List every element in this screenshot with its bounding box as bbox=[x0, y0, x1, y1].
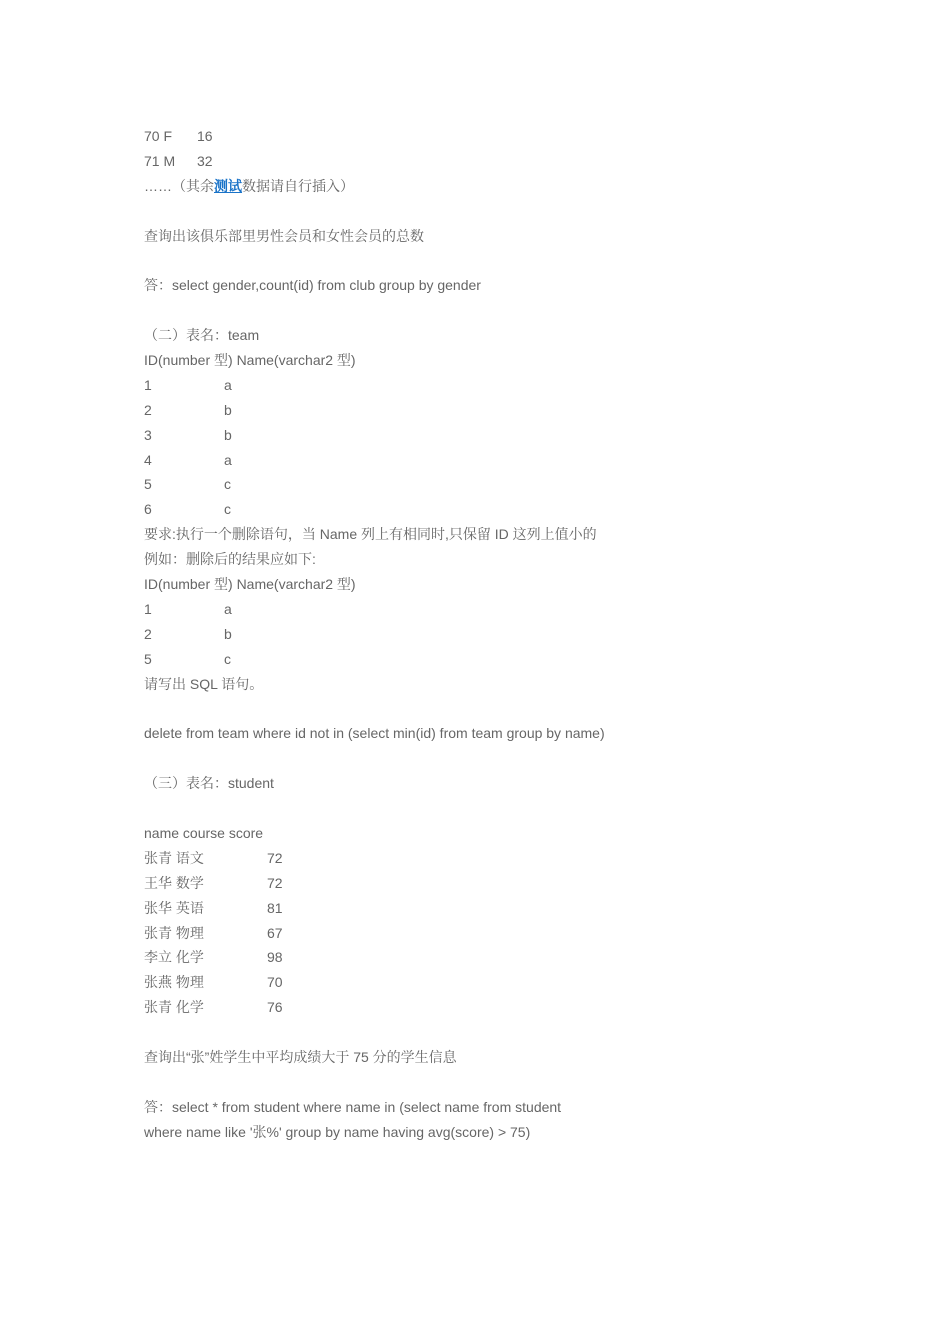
club-row bbox=[144, 124, 844, 149]
team-name: c bbox=[224, 650, 231, 667]
team-id: 1 bbox=[144, 600, 152, 617]
document-page bbox=[144, 124, 844, 1145]
student-question: 查询出“张”姓学生中平均成绩大于 75 分的学生信息 bbox=[144, 1048, 457, 1065]
team-id: 2 bbox=[144, 401, 152, 418]
club-answer: 答：select gender,count(id) from club group by gender bbox=[144, 277, 481, 294]
spacer bbox=[144, 1020, 844, 1045]
club-note-suffix: 数据请自行插入） bbox=[242, 177, 354, 194]
student-name-course: 张燕 物理 bbox=[144, 974, 204, 991]
student-score: 76 bbox=[267, 999, 283, 1016]
team-name: b bbox=[224, 625, 232, 642]
student-score: 98 bbox=[267, 949, 283, 966]
student-name-course: 张青 化学 bbox=[144, 999, 204, 1016]
student-row bbox=[144, 970, 844, 995]
student-name-course: 张青 语文 bbox=[144, 849, 204, 866]
student-header: name course score bbox=[144, 824, 264, 841]
student-score: 81 bbox=[267, 899, 283, 916]
student-name-course: 张青 物理 bbox=[144, 924, 204, 941]
student-score: 67 bbox=[267, 924, 283, 941]
team-id: 5 bbox=[144, 650, 152, 667]
spacer bbox=[144, 248, 844, 273]
team-name: c bbox=[224, 476, 231, 493]
team-row bbox=[144, 373, 844, 398]
spacer bbox=[144, 746, 844, 771]
student-name-course: 王华 数学 bbox=[144, 874, 204, 891]
club-row bbox=[144, 149, 844, 174]
student-row bbox=[144, 995, 844, 1020]
student-answer-line-2: where name like '张%' group by name having avg(score) > 75) bbox=[144, 1123, 531, 1140]
team-row bbox=[144, 472, 844, 497]
team-example: 例如：删除后的结果应如下: bbox=[144, 551, 316, 568]
team-result-row bbox=[144, 622, 844, 647]
team-name: a bbox=[224, 376, 232, 393]
spacer bbox=[144, 1070, 844, 1095]
club-note-prefix: ……（其余 bbox=[144, 177, 214, 194]
spacer bbox=[144, 199, 844, 224]
student-row bbox=[144, 871, 844, 896]
team-id: 5 bbox=[144, 476, 152, 493]
test-link[interactable]: 测试 bbox=[214, 177, 242, 194]
team-header: ID(number 型) Name(varchar2 型) bbox=[144, 352, 356, 369]
team-row bbox=[144, 398, 844, 423]
student-row bbox=[144, 896, 844, 921]
team-header: ID(number 型) Name(varchar2 型) bbox=[144, 576, 356, 593]
club-age: 32 bbox=[197, 152, 213, 169]
student-title: （三）表名：student bbox=[144, 775, 274, 792]
club-question: 查询出该俱乐部里男性会员和女性会员的总数 bbox=[144, 227, 424, 244]
team-name: a bbox=[224, 451, 232, 468]
team-requirement: 要求:执行一个删除语句，当 Name 列上有相同时,只保留 ID 这列上值小的 bbox=[144, 526, 597, 543]
team-row bbox=[144, 423, 844, 448]
team-row bbox=[144, 448, 844, 473]
team-id: 4 bbox=[144, 451, 152, 468]
student-name-course: 张华 英语 bbox=[144, 899, 204, 916]
team-result-row bbox=[144, 597, 844, 622]
student-row bbox=[144, 846, 844, 871]
club-id-gender: 70 F bbox=[144, 128, 173, 144]
team-ask: 请写出 SQL 语句。 bbox=[144, 675, 264, 692]
spacer bbox=[144, 298, 844, 323]
student-score: 72 bbox=[267, 874, 283, 891]
student-score: 70 bbox=[267, 974, 283, 991]
team-id: 3 bbox=[144, 426, 152, 443]
student-name-course: 李立 化学 bbox=[144, 949, 204, 966]
team-id: 6 bbox=[144, 501, 152, 518]
team-id: 2 bbox=[144, 625, 152, 642]
team-name: b bbox=[224, 401, 232, 418]
club-id-gender: 71 M bbox=[144, 152, 176, 169]
team-id: 1 bbox=[144, 376, 152, 393]
spacer bbox=[144, 696, 844, 721]
team-name: b bbox=[224, 426, 232, 443]
team-name: a bbox=[224, 600, 232, 617]
club-age: 16 bbox=[197, 128, 213, 144]
team-title: （二）表名：team bbox=[144, 327, 260, 344]
student-answer-line-1: 答：select * from student where name in (select name from student bbox=[144, 1098, 562, 1115]
team-name: c bbox=[224, 501, 231, 518]
student-row bbox=[144, 921, 844, 946]
team-result-row bbox=[144, 647, 844, 672]
club-note bbox=[144, 174, 844, 199]
student-row bbox=[144, 945, 844, 970]
team-row bbox=[144, 497, 844, 522]
student-score: 72 bbox=[267, 849, 283, 866]
spacer bbox=[144, 796, 844, 821]
team-answer: delete from team where id not in (select min(id) from team group by name) bbox=[144, 725, 605, 742]
